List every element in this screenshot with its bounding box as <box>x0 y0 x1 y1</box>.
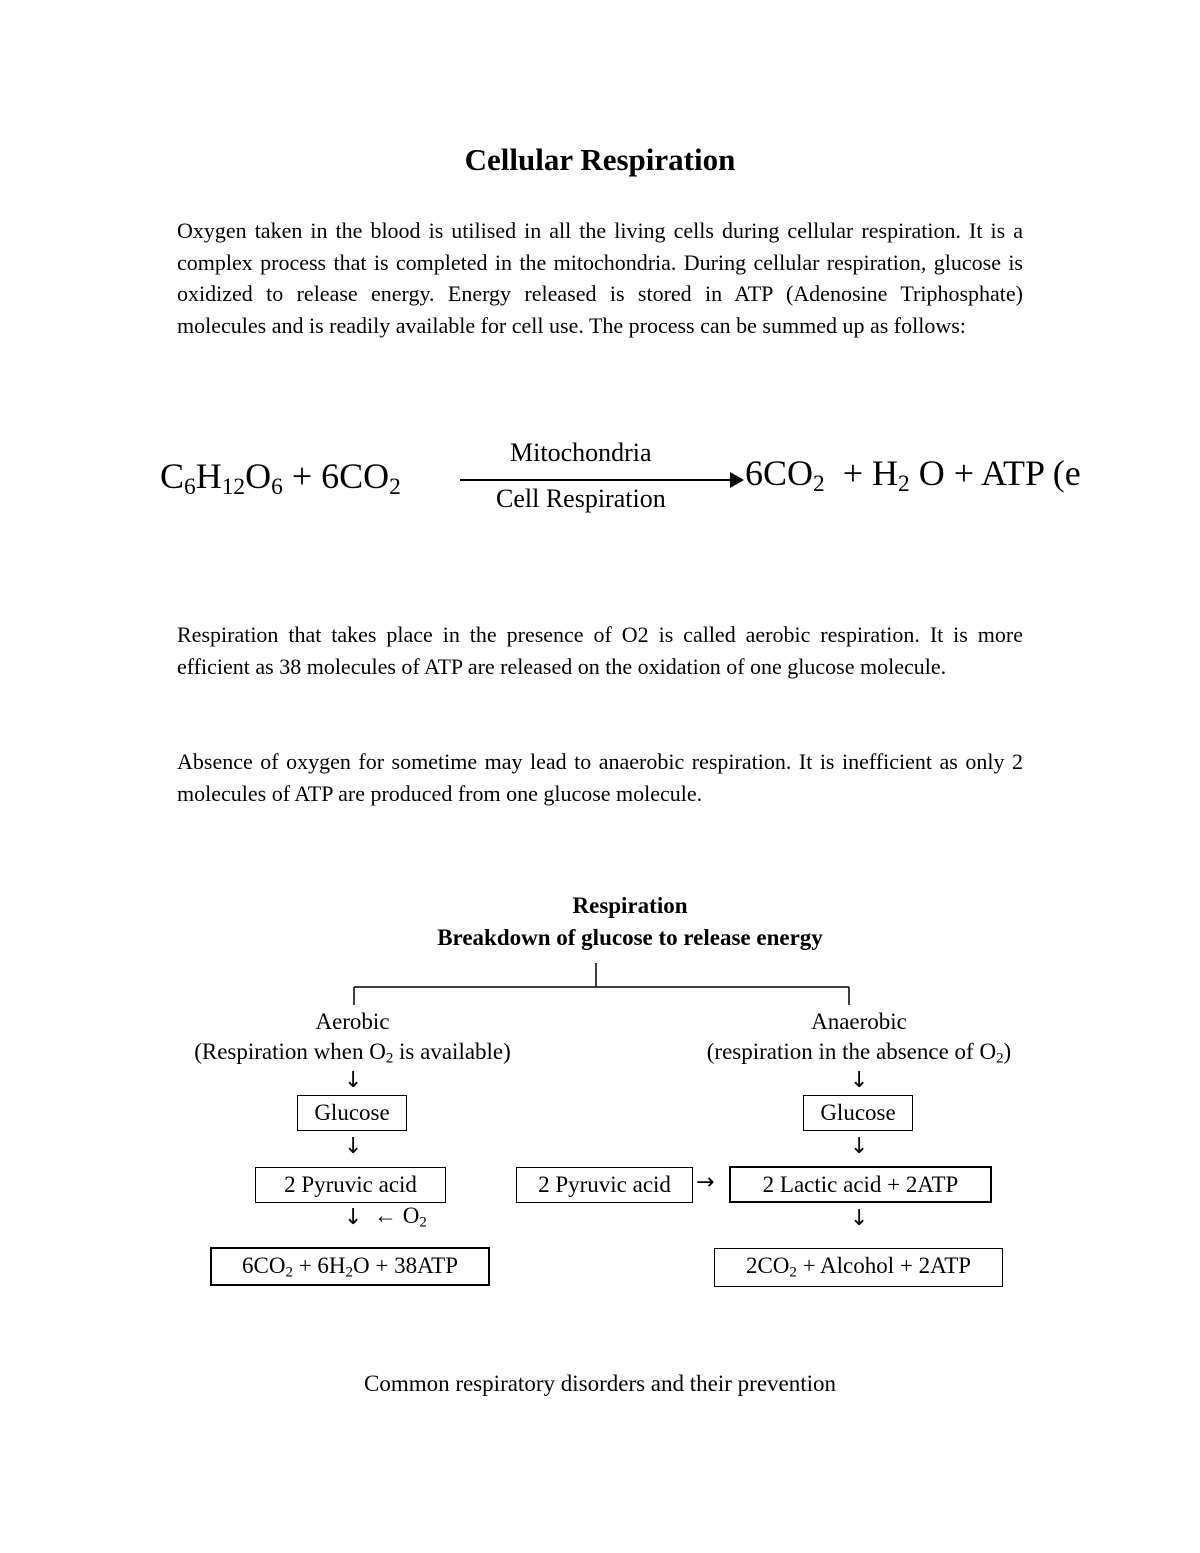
respiration-equation <box>160 430 1160 530</box>
aerobic-result-box: $6CO_2 + 6H_2O + 38ATP$ <box>210 1247 490 1286</box>
page-title: Cellular Respiration <box>464 142 736 177</box>
section-heading-disorders: Common respiratory disorders and their prevention <box>363 1371 837 1396</box>
diagram-subtitle: Breakdown of glucose to release energy <box>437 925 823 950</box>
equation-arrow-head <box>730 472 744 488</box>
down-arrow-icon: ↓ <box>850 1206 869 1231</box>
anaerobic-pyruvic-box: 2 Pyruvic acid <box>516 1167 693 1203</box>
down-arrow-icon: ↓ <box>850 1134 869 1159</box>
anaerobic-paragraph: Absence of oxygen for sometime may lead to anaerobic respiration. It is inefficient as only 2 molecules of ATP are produced from one glucose molecule. <box>177 749 1023 806</box>
equation-below-arrow: Cell Respiration <box>496 484 666 513</box>
diagram-title: Respiration <box>572 893 688 918</box>
anaerobic-heading: Anaerobic <box>811 1009 907 1034</box>
aerobic-paragraph: Respiration that takes place in the presence of O2 is called aerobic respiration. It is more efficient as 38 molecules of ATP are released on the oxidation of one glucose molecule. <box>177 622 1023 679</box>
down-arrow-icon: ↓ <box>850 1068 869 1093</box>
down-arrow-icon: ↓ <box>344 1134 363 1159</box>
oxygen-input-label: ← $O_2$ <box>374 1203 427 1231</box>
aerobic-note: (Respiration when $O_2$ is available) <box>194 1039 511 1067</box>
intro-paragraph: Oxygen taken in the blood is utilised in all the living cells during cellular respiration. It is a complex process that is completed in the mitochondria. During cellular respiration, glucose is oxidized to release energy. Energy released is stored in ATP (Adenosine Triphosphate) molecules and is readily available for cell use. The process can be summed up as follows: <box>177 218 1023 338</box>
right-arrow-icon: → <box>696 1170 715 1195</box>
aerobic-glucose-box: Glucose <box>297 1095 407 1131</box>
equation-reactants: $C_6H_{12}O_6 + 6CO_2$ <box>160 456 401 500</box>
down-arrow-icon: ↓ <box>344 1205 363 1230</box>
anaerobic-result-box: $2CO_2$ + Alcohol + 2ATP <box>714 1248 1003 1287</box>
anaerobic-note: (respiration in the absence of $O_2$) <box>706 1039 1012 1067</box>
equation-arrow-line <box>460 479 735 481</box>
down-arrow-icon: ↓ <box>344 1068 363 1093</box>
aerobic-pyruvic-box: 2 Pyruvic acid <box>255 1167 446 1203</box>
aerobic-heading: Aerobic <box>315 1009 390 1034</box>
equation-products: $6CO_2 + H_2$ O + ATP (e <box>745 453 1081 497</box>
equation-above-arrow: Mitochondria <box>510 438 652 467</box>
anaerobic-lactic-box: 2 Lactic acid + 2ATP <box>729 1166 992 1203</box>
anaerobic-glucose-box: Glucose <box>803 1095 913 1131</box>
